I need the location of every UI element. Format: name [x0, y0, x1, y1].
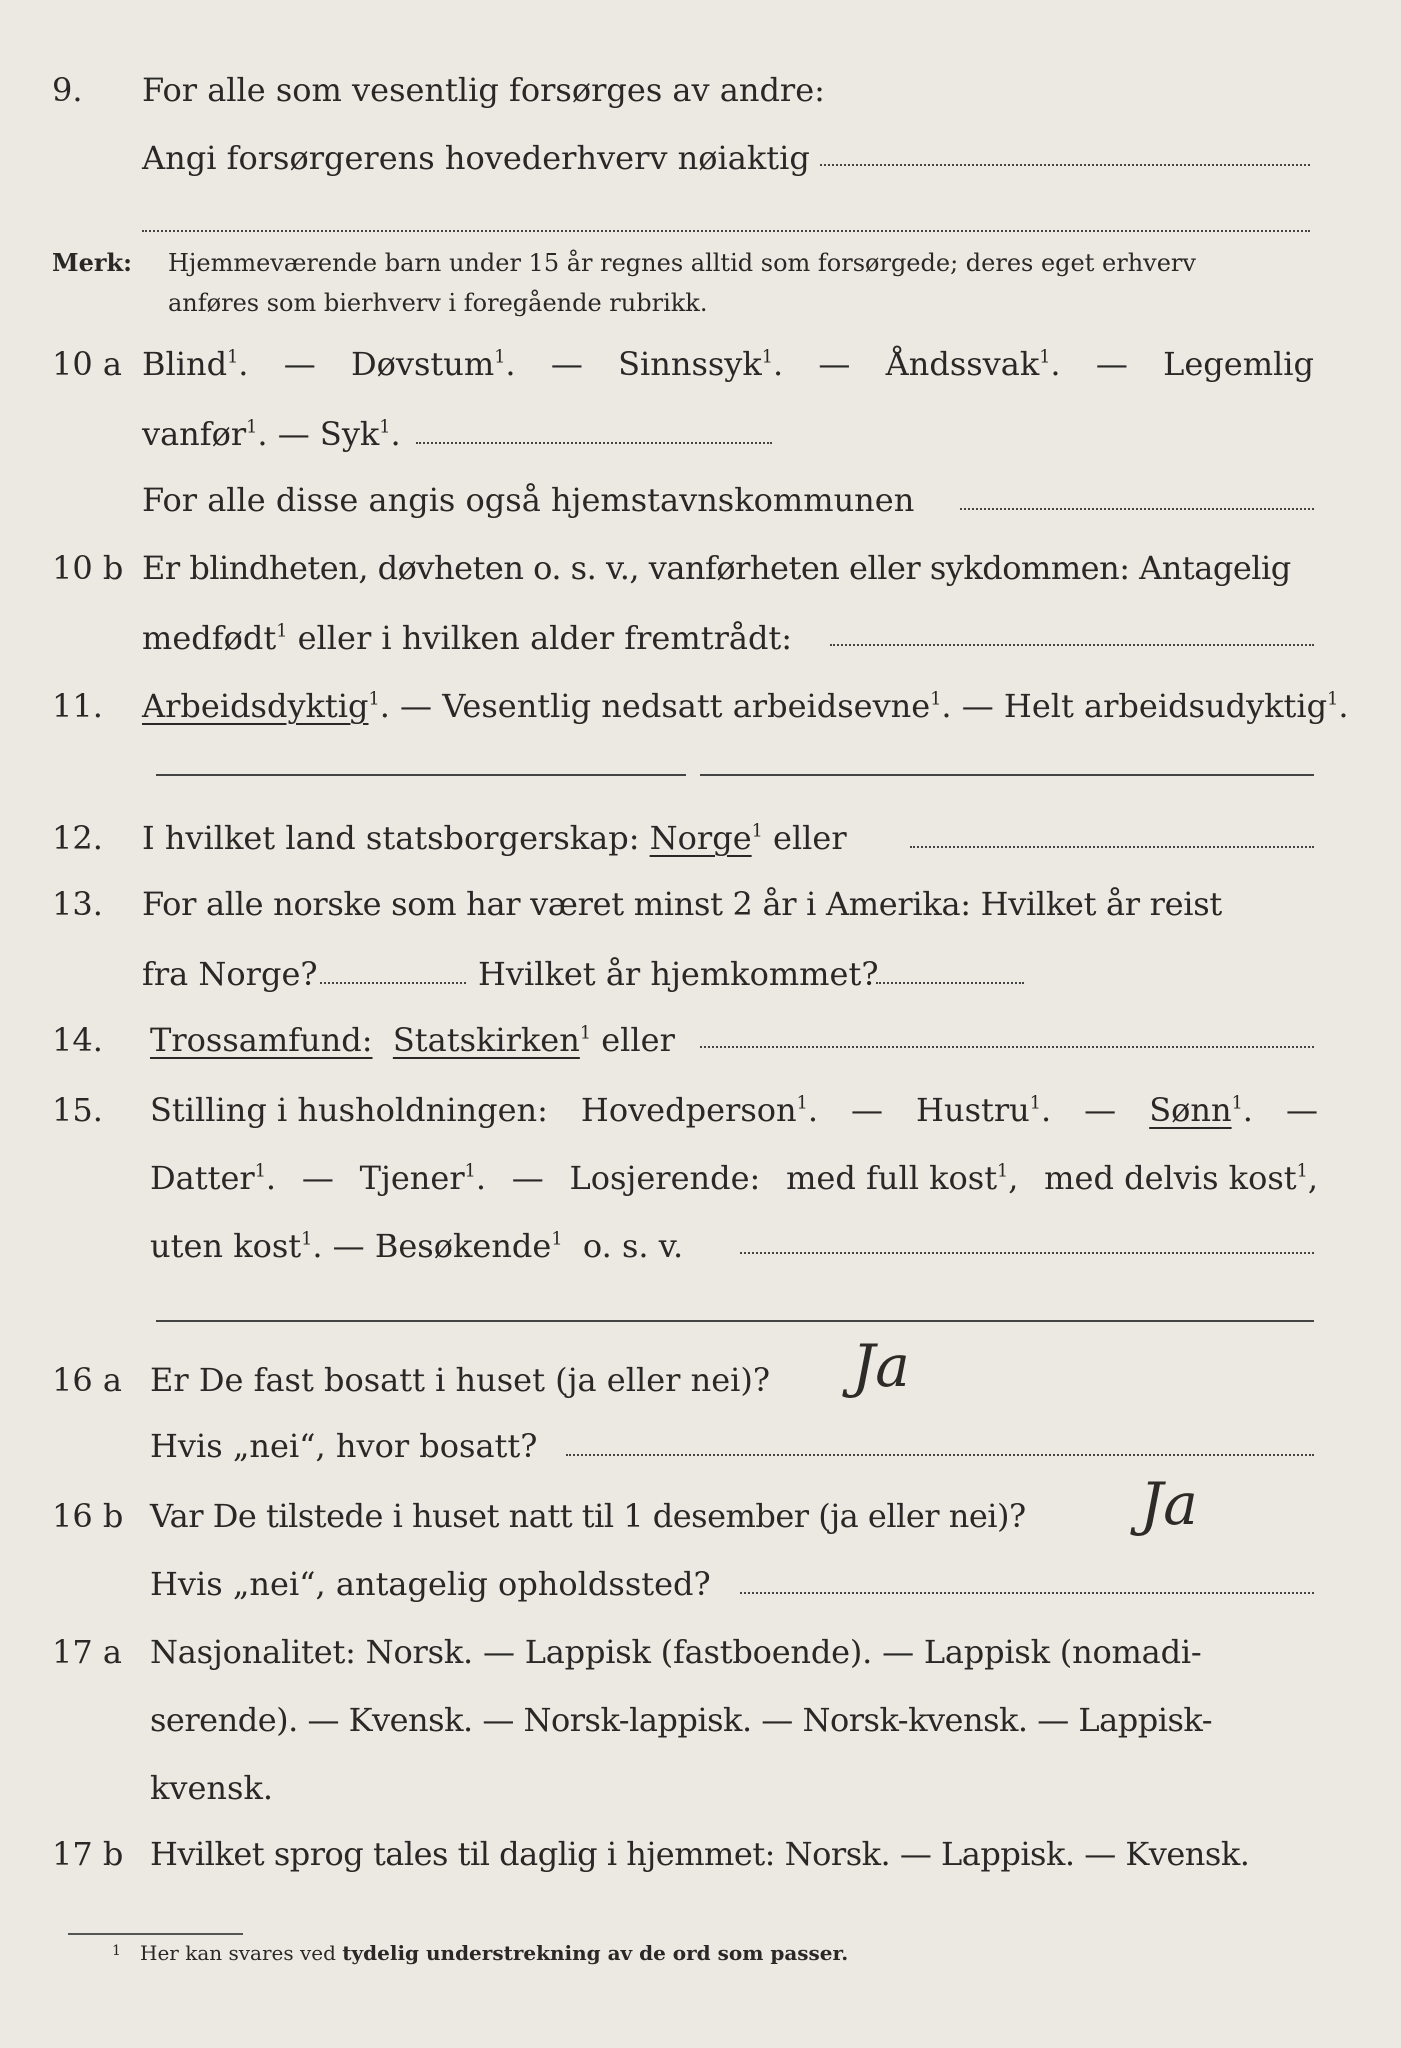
option-legemlig[interactable]: Legemlig [1163, 345, 1314, 383]
question-number: 16 a [52, 1361, 122, 1399]
question-12 [0, 816, 1401, 860]
option-tjener[interactable]: Tjener$^1$. [359, 1159, 486, 1197]
question-text: Er blindheten, døvheten o. s. v., vanførheten eller sykdommen: Antagelig [142, 549, 1291, 587]
question-13 [0, 882, 1401, 926]
question-16a-line2 [0, 1424, 1401, 1468]
question-text: medfødt$^1$ eller i hvilken alder fremtrådt: [142, 619, 793, 657]
footnote-divider [68, 1933, 243, 1935]
note-text: Hjemmeværende barn under 15 år regnes alltid som forsørgede; deres eget erhverv [168, 249, 1196, 277]
option-vanfor[interactable]: vanfør$^1$. — Syk$^1$. [142, 415, 401, 453]
option-delvis-kost[interactable]: med delvis kost$^1$, [1044, 1159, 1318, 1197]
question-text: For alle som vesentlig forsørges av andre: [142, 71, 825, 109]
option-full-kost[interactable]: med full kost$^1$, [786, 1159, 1019, 1197]
option-hovedperson[interactable]: Hovedperson$^1$. [580, 1091, 818, 1129]
footnote-emphasis: tydelig understrekning av de ord som passer. [342, 1941, 849, 1965]
question-number: 14. [52, 1021, 103, 1059]
question-text: fra Norge? [142, 955, 318, 993]
question-options: Hvilket sprog tales til daglig i hjemmet: Norsk. — Lappisk. — Kvensk. [150, 1835, 1250, 1873]
answer-line[interactable] [740, 1252, 1314, 1254]
question-options: Stilling i husholdningen: Hovedperson$^1$. — Hustru$^1$. — Sønn$^1$. — [150, 1088, 1318, 1132]
question-number: 11. [52, 687, 103, 725]
question-number: 17 a [52, 1633, 122, 1671]
question-number: 10 a [52, 345, 122, 383]
question-number: 13. [52, 885, 103, 923]
option-norge-selected[interactable]: Norge [649, 819, 752, 857]
question-number: 15. [52, 1091, 103, 1129]
question-text: Hvis „nei“, antagelig opholdssted? [150, 1565, 711, 1603]
option-dovstum[interactable]: Døvstum$^1$. [350, 345, 516, 383]
question-15-line2 [0, 1156, 1401, 1200]
footnote-text: Her kan svares ved [140, 1941, 343, 1965]
answer-line[interactable] [566, 1454, 1314, 1456]
question-options: Arbeidsdyktig$^1$. — Vesentlig nedsatt arbeidsevne$^1$. — Helt arbeidsudyktig$^1$. [142, 687, 1349, 725]
note-line2 [0, 286, 1401, 320]
question-9 [0, 68, 1401, 112]
question-number: 12. [52, 819, 103, 857]
answer-line[interactable] [156, 1320, 1314, 1322]
answer-line[interactable] [910, 846, 1314, 848]
question-16a [0, 1358, 1401, 1402]
option-blind[interactable]: Blind$^1$. [142, 345, 249, 383]
note-label: Merk: [52, 248, 132, 277]
question-options: Blind$^1$. — Døvstum$^1$. — Sinnssyk$^1$. — Åndssvak$^1$. — Legemlig [142, 342, 1314, 386]
question-number: 16 b [52, 1497, 124, 1535]
question-text: Angi forsørgerens hovederhverv nøiaktig [142, 139, 810, 177]
question-number: 10 b [52, 549, 124, 587]
question-9-line2 [0, 136, 1401, 180]
question-15-line3 [0, 1224, 1401, 1268]
question-10b [0, 546, 1401, 590]
handwritten-answer[interactable]: Ja [852, 1332, 910, 1400]
question-options: serende). — Kvensk. — Norsk-lappisk. — Norsk-kvensk. — Lappisk- [150, 1701, 1213, 1739]
answer-line[interactable] [960, 508, 1314, 510]
question-text: Hvilket år hjemkommet? [478, 955, 879, 993]
note [0, 246, 1401, 280]
option-nedsatt[interactable]: Vesentlig nedsatt arbeidsevne [442, 687, 931, 725]
answer-line[interactable] [320, 982, 466, 984]
option-arbeidsdyktig-selected[interactable]: Arbeidsdyktig [142, 687, 369, 725]
question-11 [0, 684, 1401, 728]
question-number: 17 b [52, 1835, 124, 1873]
option-hustru[interactable]: Hustru$^1$. [916, 1091, 1052, 1129]
question-number: 9. [52, 71, 83, 109]
question-16b-line2 [0, 1562, 1401, 1606]
option-besokende[interactable]: Besøkende [374, 1227, 552, 1265]
question-text: Trossamfund: Statskirken$^1$ eller [150, 1021, 675, 1059]
question-17a-line3 [0, 1766, 1401, 1810]
answer-line[interactable] [830, 644, 1314, 646]
question-10b-line2 [0, 616, 1401, 660]
footnote-mark: 1 [112, 1943, 121, 1960]
question-options: Datter$^1$. — Tjener$^1$. — Losjerende: med full kost$^1$, med delvis kost$^1$, [150, 1156, 1318, 1200]
question-15 [0, 1088, 1401, 1132]
option-andssvak[interactable]: Åndssvak$^1$. [885, 345, 1061, 383]
option-sonn-selected[interactable]: Sønn$^1$. [1149, 1091, 1253, 1129]
question-10a [0, 342, 1401, 386]
question-text: Var De tilstede i huset natt til 1 desember (ja eller nei)? [150, 1497, 1026, 1535]
question-options: Nasjonalitet: Norsk. — Lappisk (fastboende). — Lappisk (nomadi- [150, 1633, 1202, 1671]
answer-line[interactable] [700, 774, 1314, 776]
answer-line[interactable] [820, 164, 1310, 166]
question-text: For alle disse angis også hjemstavnskommunen [142, 481, 915, 519]
answer-line[interactable] [156, 774, 686, 776]
question-17a-line2 [0, 1698, 1401, 1742]
question-text: Hvis „nei“, hvor bosatt? [150, 1427, 538, 1465]
question-10a-line2 [0, 412, 1401, 456]
question-options: kvensk. [150, 1769, 273, 1807]
question-17b [0, 1832, 1401, 1876]
answer-line[interactable] [142, 230, 1310, 232]
question-10a-line3 [0, 478, 1401, 522]
question-14 [0, 1018, 1401, 1062]
question-options: uten kost$^1$. — Besøkende$^1$ o. s. v. [150, 1227, 684, 1265]
option-udyktig[interactable]: Helt arbeidsudyktig [1003, 687, 1328, 725]
handwritten-answer[interactable]: Ja [1140, 1470, 1198, 1538]
question-text: For alle norske som har været minst 2 år i Amerika: Hvilket år reist [142, 885, 1222, 923]
option-statskirken-selected[interactable]: Statskirken [392, 1021, 580, 1059]
option-datter[interactable]: Datter$^1$. [150, 1159, 277, 1197]
answer-line[interactable] [876, 982, 1024, 984]
option-uten-kost[interactable]: uten kost [150, 1227, 302, 1265]
footnote [112, 1938, 848, 1968]
question-17a [0, 1630, 1401, 1674]
question-text: I hvilket land statsborgerskap: Norge$^1$ eller [142, 819, 847, 857]
answer-line[interactable] [700, 1046, 1314, 1048]
answer-line[interactable] [740, 1592, 1314, 1594]
note-text: anføres som bierhverv i foregående rubrikk. [168, 289, 708, 317]
answer-line[interactable] [416, 442, 772, 444]
question-text: Er De fast bosatt i huset (ja eller nei)? [150, 1361, 771, 1399]
option-sinnssyk[interactable]: Sinnssyk$^1$. [618, 345, 784, 383]
question-13-line2 [0, 952, 1401, 996]
